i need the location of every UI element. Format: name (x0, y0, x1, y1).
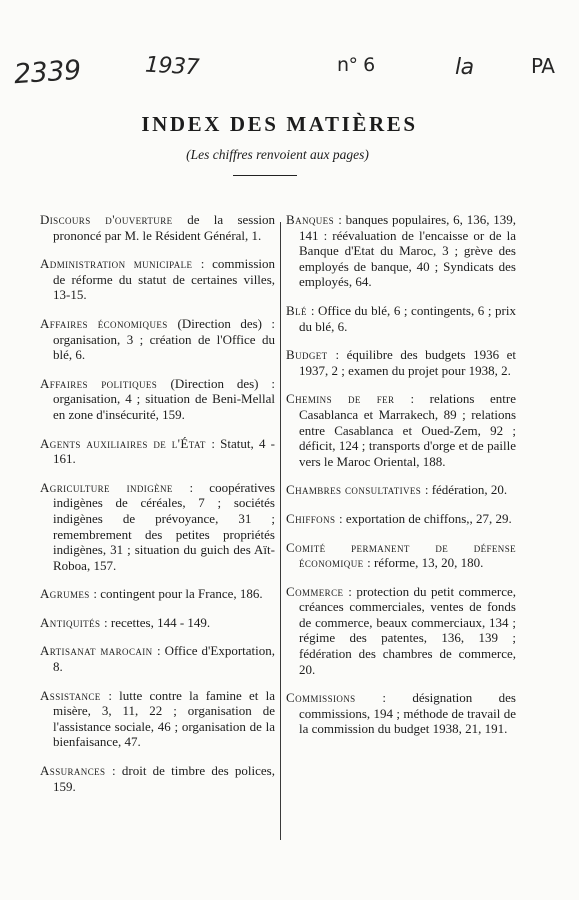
entry-text: : équilibre des budgets 1936 et 1937, 2 ; examen du projet pour 1938, 2. (299, 347, 517, 378)
right-column (286, 212, 516, 737)
entry-text: : fédération, 20. (424, 482, 508, 498)
index-entry (286, 391, 516, 469)
entry-heading: Budget (286, 347, 328, 363)
entry-text: : protection du petit commerce, créances commerciales, ventes de fonds de commerce, beaux commerciaux, 134 ; régime des patentes, 136, 139 ; fédération des chambres de commerce, 20. (299, 583, 516, 677)
entry-heading: Chiffons (286, 510, 336, 526)
handwritten-number: 2339 (13, 54, 82, 91)
index-entry (286, 303, 516, 334)
entry-text: : contingent pour la France, 186. (93, 586, 263, 602)
handwritten-mark: PA (531, 54, 555, 78)
entry-text: de la session prononcé par M. le Résident Général, 1. (53, 212, 275, 243)
index-entry (286, 540, 516, 571)
entry-heading: Artisanat marocain (40, 643, 153, 659)
entry-heading: Blé (286, 302, 307, 318)
handwritten-issue: n° 6 (337, 54, 375, 76)
entry-text: (Direction des) : organisation, 3 ; création de l'Office du blé, 6. (53, 315, 276, 363)
entry-text: : lutte contre la famine et la misère, 3, 11, 22 ; organisation de l'assistance sociale, 46 ; organisation de la bienfaisance, 47. (53, 687, 276, 750)
index-entry (40, 436, 275, 467)
entry-text: : coopératives indigènes de céréales, 7 ; sociétés indigènes de prévoyance, 31 ; remembrement des petites propriétés indigènes, 31 ; situation du guich des Aït-Roboa, 157. (53, 479, 276, 573)
index-entry (40, 615, 275, 631)
handwritten-initials: la (455, 55, 474, 80)
index-entry (40, 212, 275, 243)
index-entry (286, 482, 516, 498)
entry-text: : relations entre Casablanca et Marrakech, 89 ; relations entre Casablanca et Oued-Zem, 92 ; déficit, 124 ; transports d'orge et de paille vers le Maroc Oriental, 188. (299, 391, 517, 469)
index-entry (40, 376, 275, 423)
page-subtitle: (Les chiffres renvoient aux pages) (186, 147, 369, 162)
page-title: INDEX DES MATIÈRES (141, 112, 418, 136)
entry-heading: Chambres consultatives (286, 482, 422, 498)
entry-text: : exportation de chiffons,, 27, 29. (339, 510, 512, 526)
column-divider (280, 222, 281, 840)
entry-text: : banques populaires, 6, 136, 139, 141 : réévaluation de l'encaisse or de la Banque d'Etat du Maroc, 3 ; grève des employés de banque, 40 ; Syndicats des employés, 64. (299, 212, 516, 290)
index-entry (40, 688, 275, 750)
entry-heading: Chemins de fer (286, 391, 395, 407)
index-entry (40, 256, 275, 303)
title-rule (233, 175, 297, 176)
entry-text: : Office d'Exportation, 8. (53, 643, 276, 675)
entry-heading: Agriculture indigène (40, 479, 173, 495)
index-entry (286, 511, 516, 527)
entry-heading: Antiquités (40, 614, 101, 630)
entry-text: : recettes, 144 - 149. (104, 614, 211, 630)
entry-text: : droit de timbre des polices, 159. (53, 763, 275, 794)
index-entry (40, 643, 275, 674)
index-entry (286, 347, 516, 378)
index-entry (286, 690, 516, 737)
handwritten-year: 1937 (144, 52, 200, 81)
entry-heading: Administration municipale (40, 256, 193, 272)
index-entry (40, 763, 275, 794)
index-entry (286, 584, 516, 678)
entry-text: : réforme, 13, 20, 180. (367, 555, 484, 571)
entry-heading: Discours d'ouverture (40, 212, 173, 227)
entry-text: : désignation des commissions, 194 ; méthode de travail de la commission du budget 1938, 21, 191. (299, 690, 516, 737)
entry-heading: Commissions (286, 690, 356, 706)
index-entry (286, 212, 516, 290)
index-entry (40, 586, 275, 602)
left-column (40, 212, 275, 794)
entry-heading: Banques (286, 212, 334, 227)
entry-heading: Affaires économiques (40, 315, 168, 331)
entry-text: : Office du blé, 6 ; contingents, 6 ; prix du blé, 6. (299, 302, 516, 334)
entry-text: : commission de réforme du statut de certaines villes, 13-15. (53, 256, 275, 303)
entry-text: : Statut, 4 - 161. (53, 435, 275, 467)
index-entry (40, 316, 275, 363)
entry-heading: Commerce (286, 583, 344, 599)
index-entry (40, 480, 275, 574)
entry-heading: Agents auxiliaires de l'État (40, 435, 206, 451)
entry-heading: Assistance (40, 687, 101, 703)
entry-heading: Assurances (40, 763, 106, 779)
entry-heading: Affaires politiques (40, 375, 158, 391)
entry-text: (Direction des) : organisation, 4 ; situation de Beni-Mellal en zone d'insécurité, 159. (53, 375, 275, 422)
entry-heading: Comité permanent de défense économique (286, 539, 516, 571)
entry-heading: Agrumes (40, 586, 90, 602)
